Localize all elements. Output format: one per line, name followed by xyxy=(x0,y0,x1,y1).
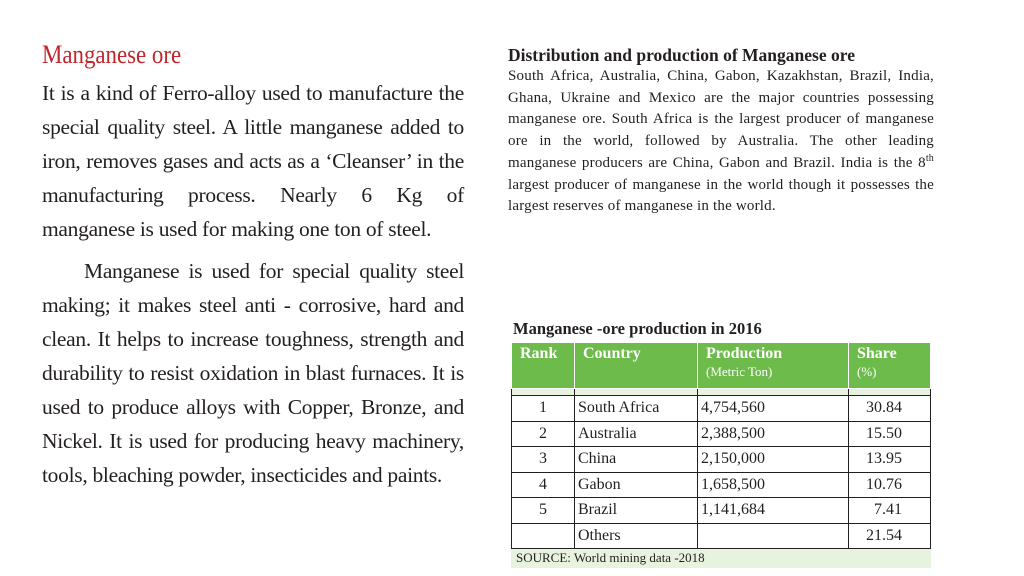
cell-share: 21.54 xyxy=(849,523,931,549)
table-title: Manganese -ore production in 2016 xyxy=(513,319,762,338)
cell-country: China xyxy=(575,447,698,473)
cell-production: 2,388,500 xyxy=(698,421,849,447)
cell-production xyxy=(698,523,849,549)
table-spacer-row xyxy=(512,389,931,396)
section-title: Manganese ore xyxy=(42,40,182,69)
cell-rank: 2 xyxy=(512,421,575,447)
cell-rank: 4 xyxy=(512,472,575,498)
distribution-text-part2: largest producer of manganese in the world though it possesses the largest reserves of manganese in the world. xyxy=(508,176,934,215)
cell-production: 1,658,500 xyxy=(698,472,849,498)
distribution-paragraph xyxy=(508,66,934,218)
header-share: Share (%) xyxy=(849,343,931,389)
cell-country: Gabon xyxy=(575,472,698,498)
cell-share: 7.41 xyxy=(849,498,931,524)
cell-country: Australia xyxy=(575,421,698,447)
distribution-title: Distribution and production of Manganese ore xyxy=(508,45,855,65)
table-row xyxy=(512,472,931,498)
table-body xyxy=(512,389,931,549)
cell-rank: 1 xyxy=(512,396,575,422)
cell-share: 30.84 xyxy=(849,396,931,422)
cell-rank xyxy=(512,523,575,549)
production-table-block xyxy=(511,319,931,568)
table-row xyxy=(512,523,931,549)
production-table xyxy=(511,342,931,549)
cell-rank: 3 xyxy=(512,447,575,473)
cell-rank: 5 xyxy=(512,498,575,524)
cell-country: Others xyxy=(575,523,698,549)
header-production-unit: (Metric Ton) xyxy=(706,364,773,379)
cell-production: 1,141,684 xyxy=(698,498,849,524)
table-row xyxy=(512,447,931,473)
intro-paragraph: It is a kind of Ferro-alloy used to manufacture the special quality steel. A little manganese added to iron, removes gases and acts as a ‘Cleanser’ in the manufacturing process. Nearly 6 Kg of manganese is used for making one ton of steel. xyxy=(42,81,464,241)
header-production: Production (Metric Ton) xyxy=(698,343,849,389)
table-row xyxy=(512,498,931,524)
right-column xyxy=(508,44,934,218)
table-source: SOURCE: World mining data -2018 xyxy=(511,549,931,568)
distribution-text-part1: South Africa, Australia, China, Gabon, Kazakhstan, Brazil, India, Ghana, Ukraine and Mexico are the major countries possessing manganese ore. South Africa is the largest producer of manganese ore in the world, followed by Australia. The other leading manganese producers are China, Gabon and Brazil. India is the 8 xyxy=(508,68,934,171)
ordinal-suffix: th xyxy=(925,152,934,164)
header-share-unit: (%) xyxy=(857,364,877,379)
cell-production: 4,754,560 xyxy=(698,396,849,422)
cell-share: 15.50 xyxy=(849,421,931,447)
header-rank: Rank xyxy=(512,343,575,389)
table-row xyxy=(512,396,931,422)
left-column xyxy=(42,40,464,492)
cell-share: 10.76 xyxy=(849,472,931,498)
table-header-row xyxy=(512,343,931,389)
cell-country: Brazil xyxy=(575,498,698,524)
cell-production: 2,150,000 xyxy=(698,447,849,473)
cell-share: 13.95 xyxy=(849,447,931,473)
table-row xyxy=(512,421,931,447)
cell-country: South Africa xyxy=(575,396,698,422)
uses-paragraph: Manganese is used for special quality steel making; it makes steel anti - corrosive, hard and clean. It helps to increase toughness, strength and durability to resist oxidation in blast furnaces. It is used to produce alloys with Copper, Bronze, and Nickel. It is used for producing heavy machinery, tools, bleaching powder, insecticides and paints. xyxy=(42,259,464,487)
header-country: Country xyxy=(575,343,698,389)
